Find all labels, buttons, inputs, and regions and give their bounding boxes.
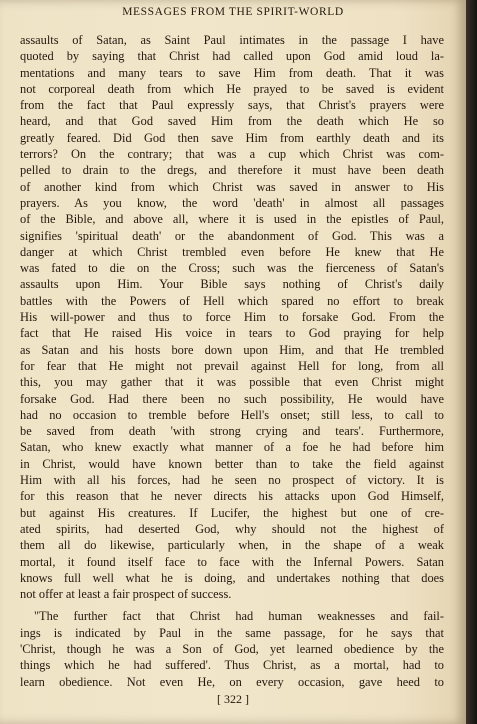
text-line: danger at which Christ trembled even before He knew that He [20,244,444,259]
text-line: knows full well what he is doing, and undertakes nothing that does [20,570,444,585]
text-line: mortal, it found itself face to face with the Infernal Powers. Satan [20,554,444,569]
text-line: from the fact that Paul expressly says, that Christ's prayers were [20,98,444,113]
text-line: this, you may gather that it was possible that even Christ might [20,375,444,390]
paragraph [20,32,444,602]
text-line: Him with all his forces, had he seen no prospect of victory. It is [20,473,444,488]
text-line: fact that He raised His voice in tears to God praying for help [20,326,444,341]
text-line: not corporeal death from which He prayed to be saved is evident [20,81,444,96]
text-line: terrors? On the contrary; that was a cup which Christ was com- [20,147,444,162]
text-line: of another kind from which Christ was saved in answer to His [20,179,444,194]
text-line: in Christ, would have known better than to take the field against [20,456,444,471]
text-line: heard, and that God saved Him from the death which He so [20,114,444,129]
text-line: pelled to drain to the dregs, and therefore it must have been death [20,163,444,178]
text-line: His will-power and thus to force Him to forsake God. From the [20,310,444,325]
book-edge [466,0,477,724]
text-line: not offer at least a fair prospect of success. [20,587,232,602]
text-line: "The further fact that Christ had human weaknesses and fail- [34,609,444,624]
text-line: quoted by saying that Christ had called upon God amid loud la- [20,49,444,64]
text-line: for fear that He might not prevail against Hell for long, from all [20,358,444,373]
text-line: things which he had suffered'. Thus Christ, as a mortal, had to [20,658,444,673]
text-line: signifies 'spiritual death' or the abandonment of God. This was a [20,228,444,243]
text-line: Satan, who knew exactly what manner of a foe he had before him [20,440,444,455]
text-line: be saved from death 'with strong crying and tears'. Furthermore, [20,424,444,439]
text-line: mentations and many tears to save Him from death. That it was [20,65,444,80]
text-line: battles with the Powers of Hell which spared no effort to break [20,293,444,308]
body-text [20,32,444,690]
text-line: them all do likewise, particularly when, in the shape of a weak [20,538,444,553]
text-line: as Satan and his hosts bore down upon Him, and that He trembled [20,342,444,357]
text-line: had no occasion to tremble before Hell's onset; still less, to call to [20,407,444,422]
text-line: but against His creatures. If Lucifer, the highest but one of cre- [20,505,444,520]
text-line: greatly feared. Did God then save Him from earthly death and its [20,130,444,145]
running-title: MESSAGES FROM THE SPIRIT-WORLD [122,6,344,18]
text-line: forsake God. Had there been no such possibility, He would have [20,391,444,406]
text-line: prayers. As you know, the word 'death' in almost all passages [20,195,444,210]
text-line: for this reason that he never directs his attacks upon God Himself, [20,489,444,504]
paragraph [20,608,444,689]
text-line: assaults of Satan, as Saint Paul intimates in the passage I have [20,33,444,47]
text-line: was fated to die on the Cross; such was the fierceness of Satan's [20,261,444,276]
text-line: ings is indicated by Paul in the same passage, for he says that [20,625,444,640]
text-line: ated spirits, had deserted God, why should not the highest of [20,521,444,536]
text-line: assaults upon Him. Your Bible says nothing of Christ's daily [20,277,444,292]
text-line: of the Bible, and above all, where it is used in the epistles of Paul, [20,212,444,227]
text-line: learn obedience. Not even He, on every occasion, gave heed to [20,674,444,689]
text-line: 'Christ, though he was a Son of God, yet learned obedience by the [20,641,444,656]
page-number: [ 322 ] [217,692,249,706]
